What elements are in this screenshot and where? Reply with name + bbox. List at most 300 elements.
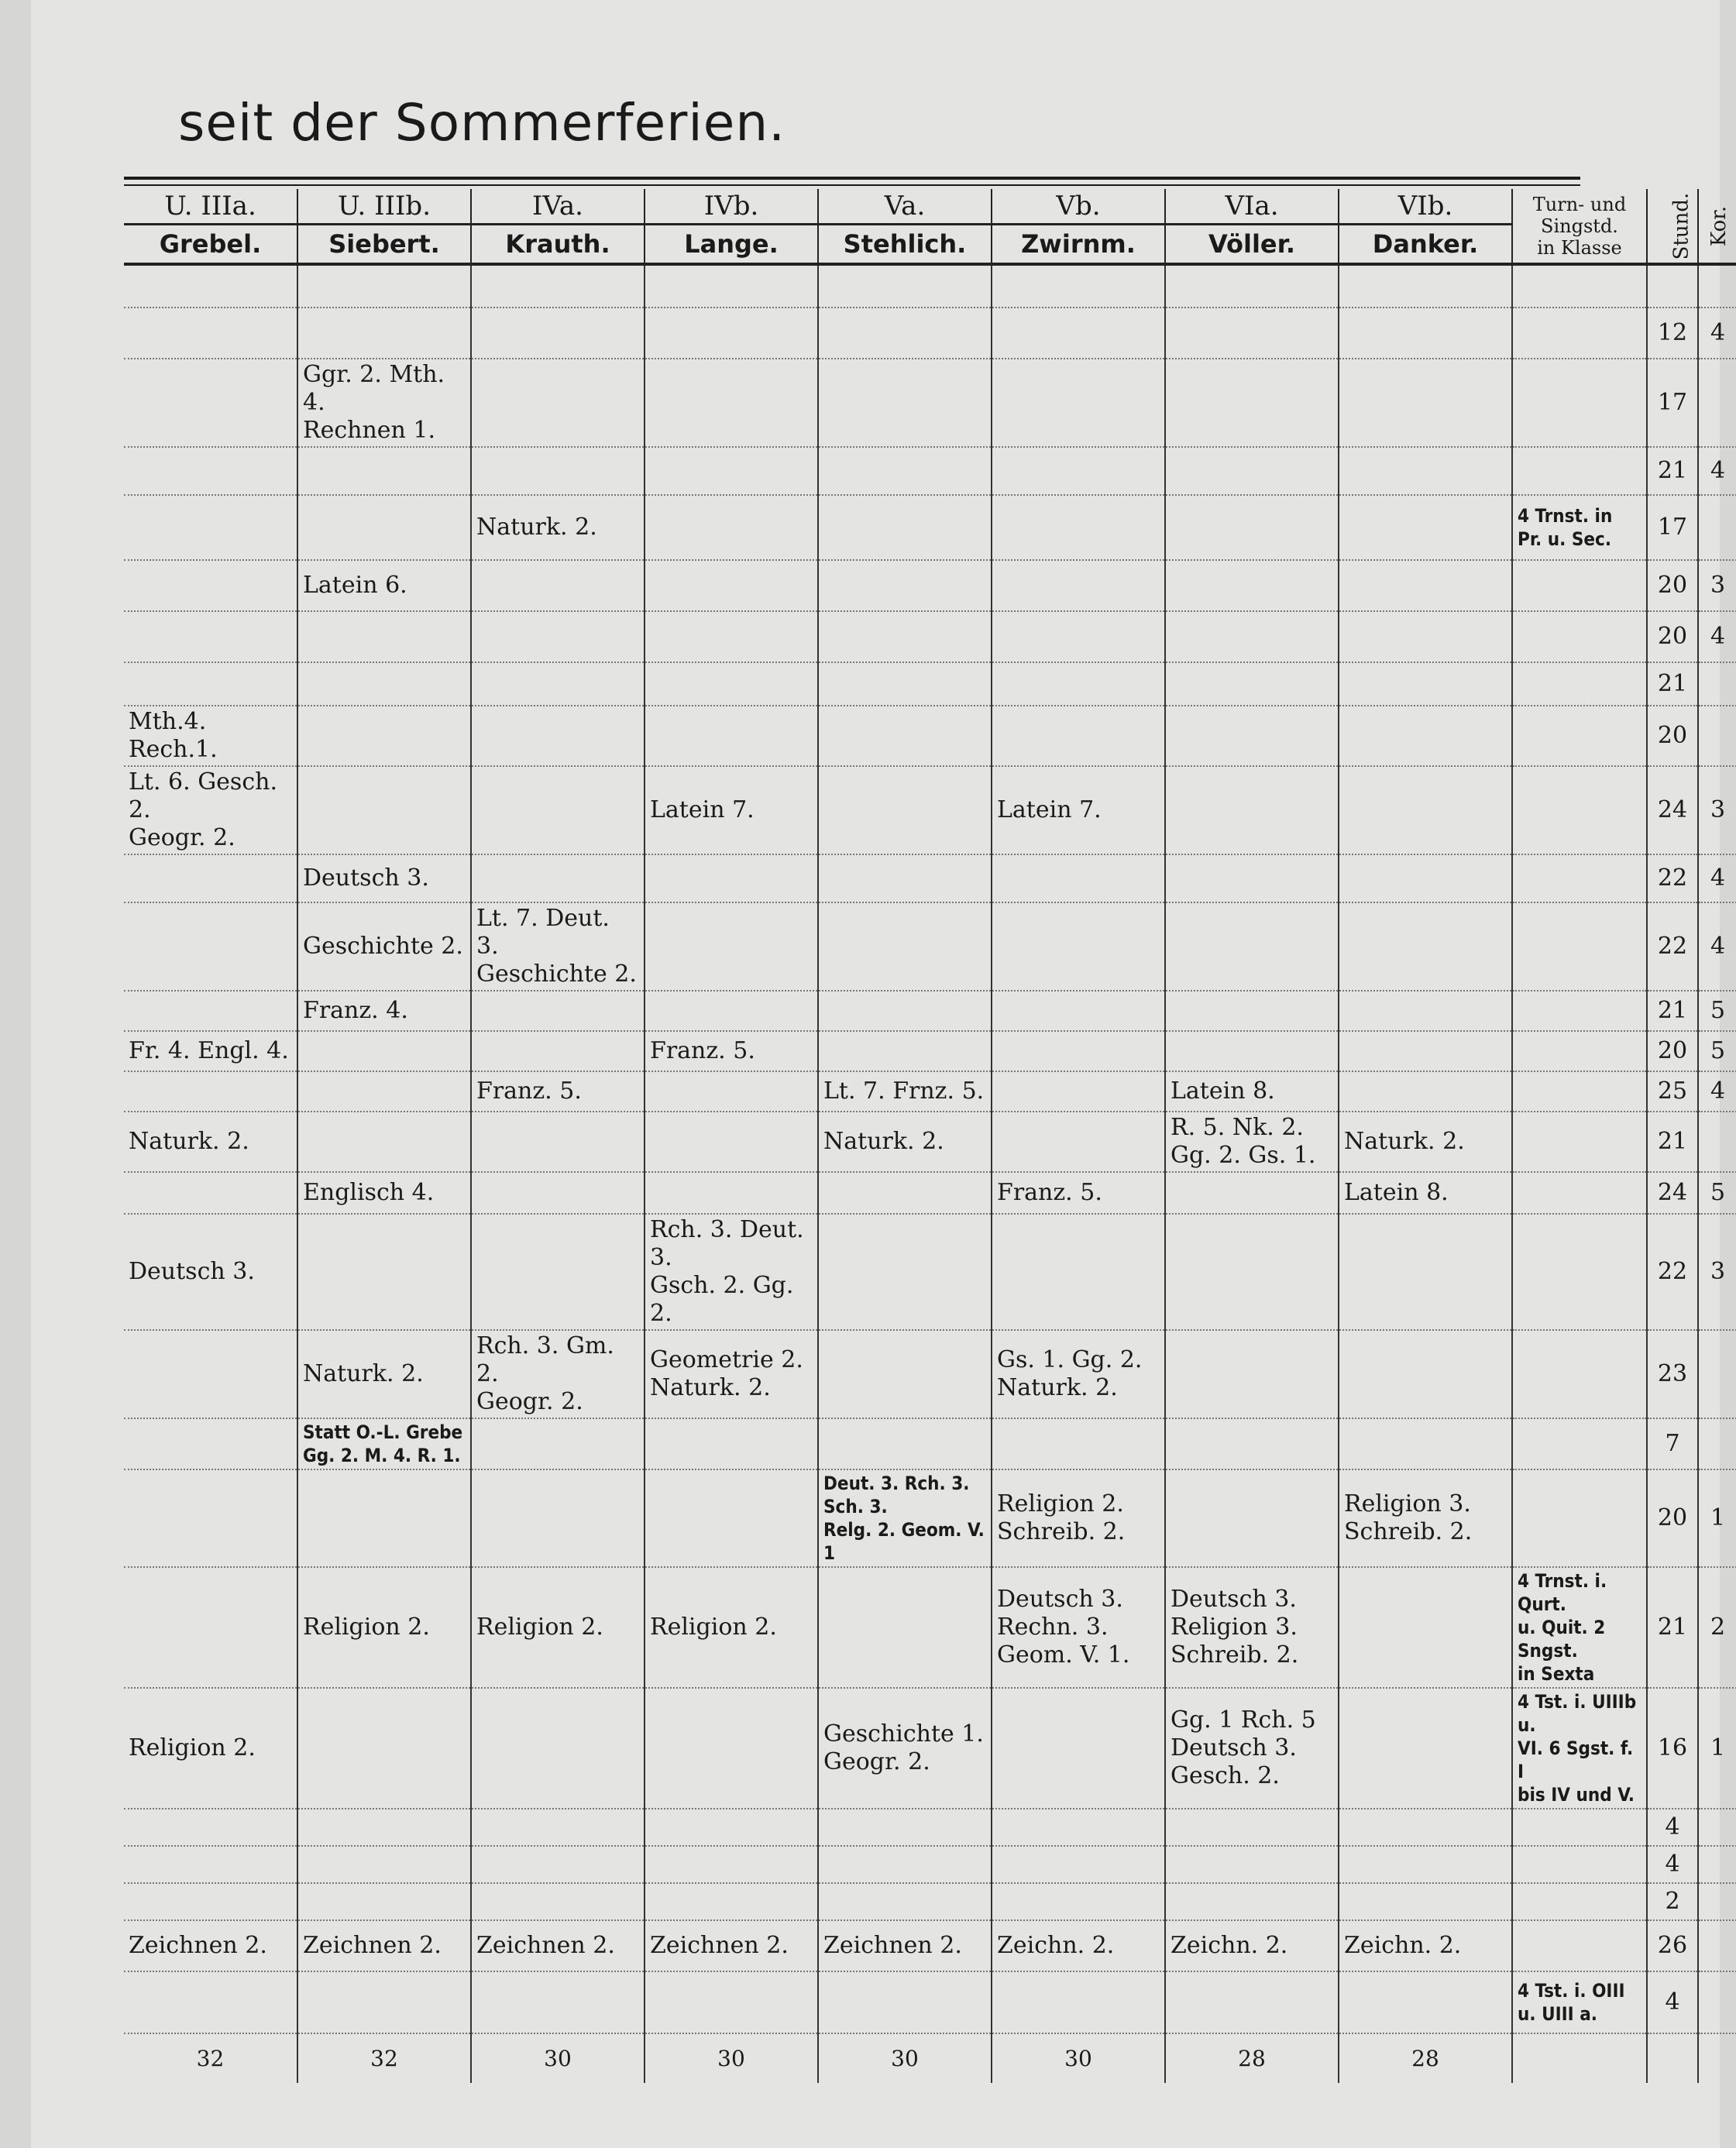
lesson-cell — [992, 560, 1165, 611]
turn-singstd-cell: 4 Tst. i. UIIIb u. VI. 6 Sgst. f. I bis IV und V. — [1512, 1688, 1647, 1809]
table-row — [124, 1469, 1736, 1567]
lesson-cell: Franz. 5. — [645, 1031, 818, 1071]
lesson-cell: Deut. 3. Rch. 3. Sch. 3. Relg. 2. Geom. V. 1 — [818, 1469, 992, 1567]
lesson-cell — [1165, 1031, 1339, 1071]
lesson-cell — [645, 495, 818, 560]
turn-singstd-cell — [1512, 1809, 1647, 1846]
class-label: Vb. — [992, 189, 1164, 225]
lesson-cell — [645, 662, 818, 706]
table-row — [124, 1112, 1736, 1172]
stund-cell: 20 — [1647, 611, 1698, 662]
lesson-cell — [297, 766, 471, 854]
turn-singstd-cell — [1512, 1846, 1647, 1883]
lesson-cell — [471, 1469, 645, 1567]
turn-singstd-cell — [1512, 1883, 1647, 1920]
lesson-cell — [471, 264, 645, 308]
lesson-cell — [1339, 1809, 1512, 1846]
kor-cell: 4 — [1698, 1071, 1736, 1112]
turn-singstd-cell — [1512, 1469, 1647, 1567]
kor-cell — [1698, 1809, 1736, 1846]
lesson-cell — [297, 1469, 471, 1567]
lesson-cell — [992, 706, 1165, 766]
lesson-cell — [1339, 359, 1512, 447]
lesson-cell — [1339, 1567, 1512, 1688]
lesson-cell — [992, 662, 1165, 706]
lesson-cell — [471, 359, 645, 447]
page-title: seit der Sommerferien. — [178, 93, 786, 153]
lesson-cell — [1165, 264, 1339, 308]
lesson-cell — [992, 359, 1165, 447]
teacher-label: Zwirnm. — [1021, 229, 1136, 259]
stund-cell: 20 — [1647, 560, 1698, 611]
lesson-cell — [818, 1214, 992, 1330]
lesson-cell: Rch. 3. Gm. 2. Geogr. 2. — [471, 1330, 645, 1418]
lesson-cell — [818, 1567, 992, 1688]
lesson-cell — [124, 1809, 297, 1846]
teacher-label: Lange. — [684, 229, 779, 259]
lesson-cell — [124, 308, 297, 359]
table-row — [124, 560, 1736, 611]
lesson-cell — [1339, 1031, 1512, 1071]
lesson-cell — [471, 1883, 645, 1920]
teacher-label: Stehlich. — [843, 229, 967, 259]
lesson-cell — [818, 854, 992, 902]
turn-singstd-cell: 4 Trnst. in Pr. u. Sec. — [1512, 495, 1647, 560]
table-row — [124, 264, 1736, 308]
total-cell: 32 — [196, 2045, 225, 2071]
table-row — [124, 1330, 1736, 1418]
lesson-cell: Latein 6. — [297, 560, 471, 611]
lesson-cell: Deutsch 3. Religion 3. Schreib. 2. — [1165, 1567, 1339, 1688]
lesson-cell — [1339, 1688, 1512, 1809]
lesson-cell — [1339, 308, 1512, 359]
lesson-cell: Latein 7. — [645, 766, 818, 854]
stund-cell: 17 — [1647, 495, 1698, 560]
class-label: IVa. — [472, 189, 644, 225]
lesson-cell — [818, 902, 992, 991]
lesson-cell — [818, 264, 992, 308]
table-row — [124, 766, 1736, 854]
lesson-cell: Mth.4. Rech.1. — [129, 708, 218, 763]
lesson-cell: Naturk. 2. — [818, 1112, 992, 1172]
lesson-cell — [297, 1071, 471, 1112]
lesson-cell: Franz. 5. — [471, 1071, 645, 1112]
total-cell: 30 — [645, 2033, 818, 2083]
lesson-cell — [645, 308, 818, 359]
lesson-cell — [471, 1688, 645, 1809]
lesson-cell — [471, 854, 645, 902]
lesson-cell — [124, 1469, 297, 1567]
lesson-cell: Zeichnen 2. — [129, 1932, 267, 1959]
kor-cell — [1698, 495, 1736, 560]
teacher-label: Siebert. — [328, 229, 440, 259]
lesson-cell — [1165, 308, 1339, 359]
empty-total-cell — [1512, 2033, 1647, 2083]
lesson-cell: Zeichn. 2. — [1165, 1920, 1339, 1971]
total-cell: 32 — [297, 2033, 471, 2083]
total-cell: 28 — [1339, 2033, 1512, 2083]
lesson-cell — [818, 359, 992, 447]
kor-cell: 4 — [1698, 902, 1736, 991]
lesson-cell — [1339, 1418, 1512, 1469]
lesson-cell — [1165, 359, 1339, 447]
turn-singstd-cell — [1512, 854, 1647, 902]
stund-cell: 4 — [1647, 1809, 1698, 1846]
kor-cell: 3 — [1698, 1214, 1736, 1330]
kor-header — [1698, 189, 1736, 264]
table-row — [124, 1071, 1736, 1112]
stund-cell: 2 — [1647, 1883, 1698, 1920]
lesson-cell — [124, 854, 297, 902]
lesson-cell: Statt O.-L. Grebe Gg. 2. M. 4. R. 1. — [297, 1418, 471, 1469]
lesson-cell — [471, 706, 645, 766]
lesson-cell: Zeichn. 2. — [992, 1920, 1165, 1971]
kor-cell: 5 — [1698, 991, 1736, 1031]
lesson-cell — [297, 1809, 471, 1846]
lesson-cell — [1165, 495, 1339, 560]
lesson-cell — [471, 611, 645, 662]
lesson-cell — [818, 991, 992, 1031]
table-row — [124, 447, 1736, 495]
kor-cell: 3 — [1698, 766, 1736, 854]
lesson-cell — [818, 706, 992, 766]
lesson-cell: Geschichte 2. — [297, 902, 471, 991]
class-label: VIb. — [1339, 189, 1511, 225]
lesson-cell — [992, 1688, 1165, 1809]
kor-cell — [1698, 1418, 1736, 1469]
lesson-cell — [645, 1469, 818, 1567]
lesson-cell — [297, 1112, 471, 1172]
lesson-cell — [1339, 495, 1512, 560]
kor-cell — [1698, 1883, 1736, 1920]
lesson-cell — [124, 1330, 297, 1418]
class-label: VIa. — [1166, 189, 1338, 225]
class-label: IVb. — [645, 189, 817, 225]
kor-cell — [1698, 1846, 1736, 1883]
stund-cell: 21 — [1647, 1567, 1698, 1688]
lesson-cell: Naturk. 2. — [1339, 1112, 1512, 1172]
lesson-cell — [992, 495, 1165, 560]
lesson-cell — [645, 560, 818, 611]
lesson-cell — [992, 991, 1165, 1031]
column-header — [297, 189, 471, 264]
lesson-cell — [992, 1418, 1165, 1469]
turn-singstd-cell — [1512, 766, 1647, 854]
lesson-cell: R. 5. Nk. 2. Gg. 2. Gs. 1. — [1165, 1112, 1339, 1172]
turn-singstd-cell — [1512, 902, 1647, 991]
lesson-cell: Zeichnen 2. — [471, 1920, 645, 1971]
turn-singstd-cell — [1512, 447, 1647, 495]
lesson-cell — [1339, 1971, 1512, 2033]
lesson-cell — [297, 1971, 471, 2033]
table-row — [124, 359, 1736, 447]
lesson-cell — [124, 1071, 297, 1112]
lesson-cell — [818, 611, 992, 662]
stund-cell: 22 — [1647, 1214, 1698, 1330]
table-body — [124, 264, 1736, 2083]
lesson-cell: Lt. 7. Deut. 3. Geschichte 2. — [471, 902, 645, 991]
lesson-cell: Deutsch 3. — [297, 854, 471, 902]
lesson-cell: Geschichte 1. Geogr. 2. — [818, 1688, 992, 1809]
lesson-cell — [1165, 662, 1339, 706]
kor-cell — [1698, 264, 1736, 308]
stund-cell: 22 — [1647, 902, 1698, 991]
lesson-cell — [992, 1809, 1165, 1846]
lesson-cell: Ggr. 2. Mth. 4. Rechnen 1. — [297, 359, 471, 447]
lesson-cell — [124, 560, 297, 611]
turn-singstd-cell — [1512, 1330, 1647, 1418]
lesson-cell — [1165, 1330, 1339, 1418]
stund-cell: 23 — [1647, 1330, 1698, 1418]
lesson-cell — [645, 611, 818, 662]
lesson-cell — [1165, 991, 1339, 1031]
lesson-cell — [297, 1846, 471, 1883]
lesson-cell — [1165, 1172, 1339, 1214]
lesson-cell — [818, 1846, 992, 1883]
lesson-cell — [992, 1846, 1165, 1883]
stund-cell: 24 — [1647, 766, 1698, 854]
lesson-cell — [645, 1846, 818, 1883]
stund-cell: 21 — [1647, 991, 1698, 1031]
stund-cell — [1647, 264, 1698, 308]
lesson-cell — [818, 447, 992, 495]
lesson-cell: Latein 7. — [992, 766, 1165, 854]
turn-singstd-cell — [1512, 1031, 1647, 1071]
lesson-cell — [1339, 560, 1512, 611]
lesson-cell — [297, 706, 471, 766]
lesson-cell — [992, 1971, 1165, 2033]
teacher-label: Grebel. — [159, 229, 262, 259]
empty-total-cell — [1647, 2033, 1698, 2083]
lesson-cell — [1165, 1883, 1339, 1920]
turn-singstd-cell — [1512, 308, 1647, 359]
lesson-cell — [471, 991, 645, 1031]
column-header — [645, 189, 818, 264]
lesson-cell — [297, 308, 471, 359]
column-header — [992, 189, 1165, 264]
lesson-cell: Lt. 6. Gesch. 2. Geogr. 2. — [129, 768, 277, 851]
stund-cell: 16 — [1647, 1688, 1698, 1809]
turn-singstd-cell — [1512, 1920, 1647, 1971]
total-cell: 28 — [1165, 2033, 1339, 2083]
lesson-cell: Franz. 5. — [992, 1172, 1165, 1214]
lesson-cell — [471, 1971, 645, 2033]
kor-cell: 4 — [1698, 308, 1736, 359]
lesson-cell — [297, 662, 471, 706]
kor-cell: 3 — [1698, 560, 1736, 611]
turn-singstd-cell — [1512, 1071, 1647, 1112]
lesson-cell — [1339, 854, 1512, 902]
lesson-cell — [1339, 1214, 1512, 1330]
lesson-cell — [645, 1418, 818, 1469]
teacher-label: Danker. — [1372, 229, 1479, 259]
lesson-cell: Naturk. 2. — [297, 1330, 471, 1418]
lesson-cell — [992, 1071, 1165, 1112]
lesson-cell: Deutsch 3. Rechn. 3. Geom. V. 1. — [992, 1567, 1165, 1688]
table-row — [124, 1172, 1736, 1214]
lesson-cell — [818, 1971, 992, 2033]
lesson-cell — [471, 1214, 645, 1330]
lesson-cell: Gg. 1 Rch. 5 Deutsch 3. Gesch. 2. — [1165, 1688, 1339, 1809]
lesson-cell — [818, 495, 992, 560]
schedule-table — [124, 189, 1736, 2083]
turn-singstd-cell — [1512, 1418, 1647, 1469]
lesson-cell — [818, 1809, 992, 1846]
class-label: Va. — [819, 189, 991, 225]
table-header — [124, 189, 1736, 264]
lesson-cell — [818, 1418, 992, 1469]
lesson-cell: Religion 2. — [645, 1567, 818, 1688]
lesson-cell — [471, 1031, 645, 1071]
turn-singstd-cell — [1512, 611, 1647, 662]
lesson-cell — [1339, 662, 1512, 706]
stund-cell: 21 — [1647, 1112, 1698, 1172]
lesson-cell — [297, 495, 471, 560]
stund-cell: 25 — [1647, 1071, 1698, 1112]
lesson-cell: Religion 2. — [129, 1734, 256, 1761]
lesson-cell — [1165, 1846, 1339, 1883]
page — [31, 0, 1731, 2148]
top-rule — [124, 177, 1580, 180]
table-row — [124, 1567, 1736, 1688]
lesson-cell — [992, 264, 1165, 308]
lesson-cell — [645, 902, 818, 991]
lesson-cell: Latein 8. — [1165, 1071, 1339, 1112]
stund-cell: 20 — [1647, 706, 1698, 766]
turn-singstd-cell — [1512, 706, 1647, 766]
lesson-cell — [1165, 854, 1339, 902]
kor-cell — [1698, 706, 1736, 766]
kor-cell: 5 — [1698, 1172, 1736, 1214]
lesson-cell: Zeichnen 2. — [818, 1920, 992, 1971]
lesson-cell — [992, 854, 1165, 902]
lesson-cell — [297, 1031, 471, 1071]
turn-singstd-cell — [1512, 1112, 1647, 1172]
lesson-cell — [471, 1809, 645, 1846]
table-row — [124, 1920, 1736, 1971]
lesson-cell — [992, 1112, 1165, 1172]
table-row — [124, 902, 1736, 991]
teacher-label: Völler. — [1208, 229, 1295, 259]
turn-singstd-cell: 4 Tst. i. OIII u. UIII a. — [1512, 1971, 1647, 2033]
lesson-cell: Rch. 3. Deut. 3. Gsch. 2. Gg. 2. — [645, 1214, 818, 1330]
lesson-cell — [818, 1883, 992, 1920]
kor-cell: 4 — [1698, 854, 1736, 902]
lesson-cell — [1339, 706, 1512, 766]
lesson-cell — [1165, 447, 1339, 495]
lesson-cell — [645, 1883, 818, 1920]
table-row — [124, 611, 1736, 662]
lesson-cell — [645, 1172, 818, 1214]
lesson-cell — [1339, 1330, 1512, 1418]
lesson-cell: Gs. 1. Gg. 2. Naturk. 2. — [992, 1330, 1165, 1418]
lesson-cell — [471, 308, 645, 359]
lesson-cell — [297, 1883, 471, 1920]
lesson-cell — [1165, 1809, 1339, 1846]
table-row — [124, 308, 1736, 359]
lesson-cell — [124, 1846, 297, 1883]
stund-cell: 7 — [1647, 1418, 1698, 1469]
lesson-cell — [645, 1688, 818, 1809]
lesson-cell — [124, 902, 297, 991]
lesson-cell: Religion 2. — [471, 1567, 645, 1688]
lesson-cell — [124, 991, 297, 1031]
stund-cell: 20 — [1647, 1031, 1698, 1071]
lesson-cell — [124, 495, 297, 560]
lesson-cell — [297, 264, 471, 308]
turn-singstd-cell — [1512, 359, 1647, 447]
lesson-cell — [1165, 902, 1339, 991]
lesson-cell: Naturk. 2. — [129, 1128, 249, 1155]
stund-cell: 20 — [1647, 1469, 1698, 1567]
kor-cell — [1698, 1330, 1736, 1418]
lesson-cell — [992, 1883, 1165, 1920]
kor-cell: 1 — [1698, 1469, 1736, 1567]
lesson-cell — [645, 264, 818, 308]
lesson-cell — [124, 662, 297, 706]
table-row — [124, 495, 1736, 560]
kor-cell: 2 — [1698, 1567, 1736, 1688]
lesson-cell — [124, 447, 297, 495]
lesson-cell — [124, 1971, 297, 2033]
lesson-cell — [471, 766, 645, 854]
lesson-cell — [992, 447, 1165, 495]
stund-cell: 21 — [1647, 447, 1698, 495]
table-row — [124, 1418, 1736, 1469]
kor-cell — [1698, 1920, 1736, 1971]
lesson-cell — [1165, 766, 1339, 854]
totals-row — [124, 2033, 1736, 2083]
stund-cell: 4 — [1647, 1971, 1698, 2033]
table-row — [124, 1688, 1736, 1809]
lesson-cell: Franz. 4. — [297, 991, 471, 1031]
lesson-cell: Religion 3. Schreib. 2. — [1339, 1469, 1512, 1567]
table-row — [124, 854, 1736, 902]
lesson-cell — [645, 854, 818, 902]
table-row — [124, 991, 1736, 1031]
stund-header — [1647, 189, 1698, 264]
lesson-cell — [1165, 1971, 1339, 2033]
lesson-cell — [471, 447, 645, 495]
stund-cell: 12 — [1647, 308, 1698, 359]
lesson-cell — [645, 447, 818, 495]
lesson-cell — [124, 1172, 297, 1214]
kor-cell: 1 — [1698, 1688, 1736, 1809]
lesson-cell — [297, 447, 471, 495]
lesson-cell — [1165, 1418, 1339, 1469]
lesson-cell: Zeichn. 2. — [1339, 1920, 1512, 1971]
lesson-cell — [818, 1031, 992, 1071]
lesson-cell: Fr. 4. Engl. 4. — [129, 1037, 289, 1064]
class-label: U. IIIa. — [124, 189, 297, 225]
lesson-cell — [645, 706, 818, 766]
kor-cell: 4 — [1698, 611, 1736, 662]
lesson-cell: Naturk. 2. — [471, 495, 645, 560]
lesson-cell: Zeichnen 2. — [297, 1920, 471, 1971]
kor-cell: 4 — [1698, 447, 1736, 495]
table-row — [124, 1031, 1736, 1071]
lesson-cell — [471, 1112, 645, 1172]
stund-cell: 26 — [1647, 1920, 1698, 1971]
lesson-cell — [645, 1971, 818, 2033]
lesson-cell: Lt. 7. Frnz. 5. — [818, 1071, 992, 1112]
stund-header-label: Stund. — [1669, 192, 1693, 259]
lesson-cell — [818, 308, 992, 359]
turn-singstd-cell — [1512, 560, 1647, 611]
lesson-cell — [124, 611, 297, 662]
kor-cell: 5 — [1698, 1031, 1736, 1071]
table-row — [124, 1846, 1736, 1883]
